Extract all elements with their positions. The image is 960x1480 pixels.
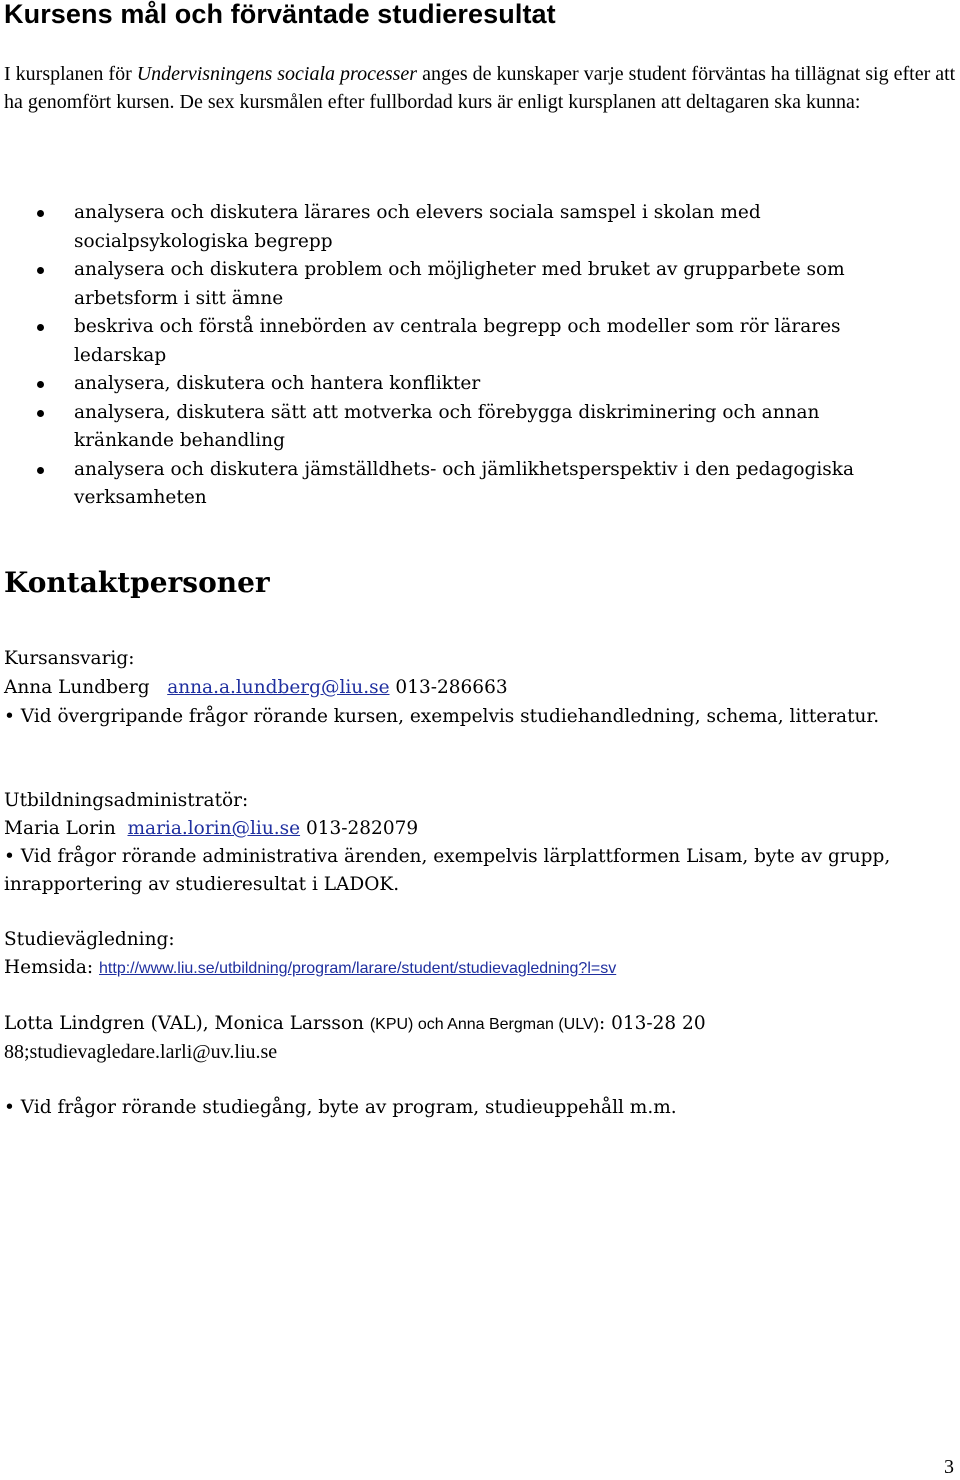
intro-paragraph	[4, 60, 959, 116]
goal-text: analysera och diskutera jämställdhets- och jämlikhetsperspektiv i den pedagogiska verksamheten	[74, 458, 854, 508]
contact-name: Maria Lorin	[4, 818, 116, 839]
bullet-icon	[37, 210, 44, 217]
list-item	[0, 399, 950, 456]
page-number: 3	[944, 1456, 954, 1478]
phone-number: 013-286663	[395, 677, 508, 698]
email-link[interactable]: anna.a.lundberg@liu.se	[167, 677, 390, 698]
bullet-icon	[37, 267, 44, 274]
phone-number: 013-282079	[305, 818, 419, 839]
administrator-label: Utbildningsadministratör:	[4, 790, 249, 811]
course-responsible-label: Kursansvarig:	[4, 648, 135, 669]
list-item	[0, 199, 950, 256]
list-item	[0, 256, 950, 313]
bullet-icon	[37, 324, 44, 331]
goal-text: beskriva och förstå innebörden av centrala begrepp och modeller som rör lärares ledarskap	[74, 316, 841, 366]
section-heading-contacts: Kontaktpersoner	[4, 566, 270, 599]
goal-text: analysera och diskutera problem och möjligheter med bruket av grupparbete som arbetsform i sitt ämne	[74, 259, 845, 309]
guidance-people-programs: (KPU) och Anna Bergman (ULV)	[369, 1016, 599, 1033]
guidance-email: 88;studievagledare.larli@uv.liu.se	[4, 1041, 278, 1063]
course-title-italic: Undervisningens sociala processer	[136, 63, 418, 85]
guidance-note: • Vid frågor rörande studiegång, byte av program, studieuppehåll m.m.	[4, 1097, 677, 1118]
list-item	[0, 313, 950, 370]
list-item	[0, 370, 950, 399]
list-item	[0, 456, 950, 513]
course-responsible-contact	[4, 674, 508, 702]
administrator-contact	[4, 815, 418, 843]
website-link[interactable]: http://www.liu.se/utbildning/program/larare/student/studievagledning?l=sv	[99, 960, 617, 977]
bullet-icon	[37, 410, 44, 417]
bullet-icon	[37, 467, 44, 474]
goal-text: analysera, diskutera sätt att motverka och förebygga diskriminering och annan kränkande behandling	[74, 401, 820, 451]
goal-text: analysera, diskutera och hantera konflikter	[74, 373, 481, 394]
administrator-note: • Vid frågor rörande administrativa ärenden, exempelvis lärplattformen Lisam, byte av grupp, inrapportering av studieresultat i LADOK.	[4, 846, 891, 895]
bullet-icon	[37, 381, 44, 388]
contact-name: Anna Lundberg	[4, 677, 150, 698]
course-responsible-note: • Vid övergripande frågor rörande kursen, exempelvis studiehandledning, schema, litteratur.	[4, 706, 880, 727]
goal-text: analysera och diskutera lärares och elevers sociala samspel i skolan med socialpsykologiska begrepp	[74, 202, 761, 252]
guidance-people-names: Lotta Lindgren (VAL), Monica Larsson	[4, 1013, 370, 1034]
section-heading-course-goals: Kursens mål och förväntade studieresultat	[4, 0, 556, 29]
course-goals-list	[0, 199, 950, 513]
guidance-label: Studievägledning:	[4, 929, 175, 950]
email-link[interactable]: maria.lorin@liu.se	[127, 818, 301, 839]
website-label: Hemsida:	[4, 957, 100, 978]
guidance-website	[4, 954, 616, 983]
guidance-people	[4, 1010, 706, 1039]
intro-text-end: anges de kunskaper varje student förväntas ha tillägnat sig efter att ha genomfört kursen. De sex kursmålen efter fullbordad kurs är enligt kursplanen att deltagaren ska kunna:	[4, 63, 956, 113]
intro-text-start: I kursplanen för	[4, 63, 137, 85]
guidance-phone: : 013-28 20	[598, 1013, 706, 1034]
